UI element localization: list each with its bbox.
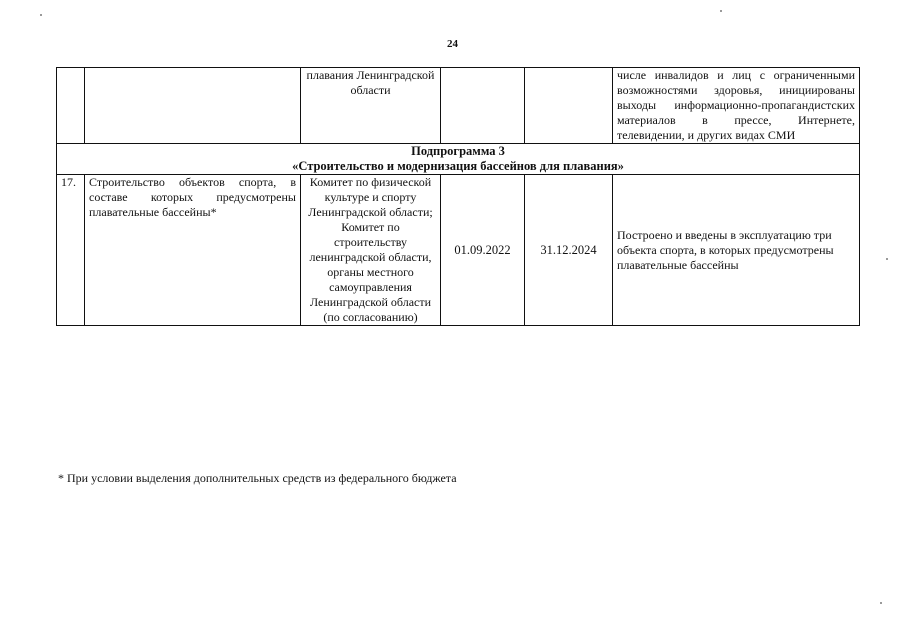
cell-start-date bbox=[441, 68, 525, 144]
cell-number bbox=[57, 68, 85, 144]
subprogram-subtitle: «Строительство и модернизация бассейнов для плавания» bbox=[292, 159, 624, 173]
cell-name bbox=[85, 68, 301, 144]
cell-executor: плавания Ленинградской области bbox=[301, 68, 441, 144]
cell-number: 17. bbox=[57, 175, 85, 326]
scan-speck bbox=[720, 10, 722, 12]
page-number: 24 bbox=[447, 38, 458, 50]
table-row bbox=[57, 175, 860, 326]
cell-result: Построено и введены в эксплуатацию три объекта спорта, в которых предусмотрены плавательные бассейны bbox=[613, 175, 860, 326]
footnote: * При условии выделения дополнительных средств из федерального бюджета bbox=[58, 471, 457, 485]
subprogram-header bbox=[57, 144, 860, 175]
cell-end-date: 31.12.2024 bbox=[525, 175, 613, 326]
cell-end-date bbox=[525, 68, 613, 144]
cell-executor: Комитет по физической культуре и спорту Ленинградской области; Комитет по строительству ленинградской области, органы местного самоуправления Ленинградской области (по согласованию) bbox=[301, 175, 441, 326]
scan-speck bbox=[40, 14, 42, 16]
program-table bbox=[56, 67, 860, 326]
cell-start-date: 01.09.2022 bbox=[441, 175, 525, 326]
scan-speck bbox=[886, 258, 888, 260]
scan-speck bbox=[880, 602, 882, 604]
table-row-continuation bbox=[57, 68, 860, 144]
subprogram-header-row bbox=[57, 144, 860, 175]
subprogram-title: Подпрограмма 3 bbox=[411, 144, 505, 158]
cell-name: Строительство объектов спорта, в составе которых предусмотрены плавательные бассейны* bbox=[85, 175, 301, 326]
cell-result: числе инвалидов и лиц с ограниченными возможностями здоровья, инициированы выходы информационно-пропагандистских материалов в прессе, Интернете, телевидении, и других видах СМИ bbox=[613, 68, 860, 144]
